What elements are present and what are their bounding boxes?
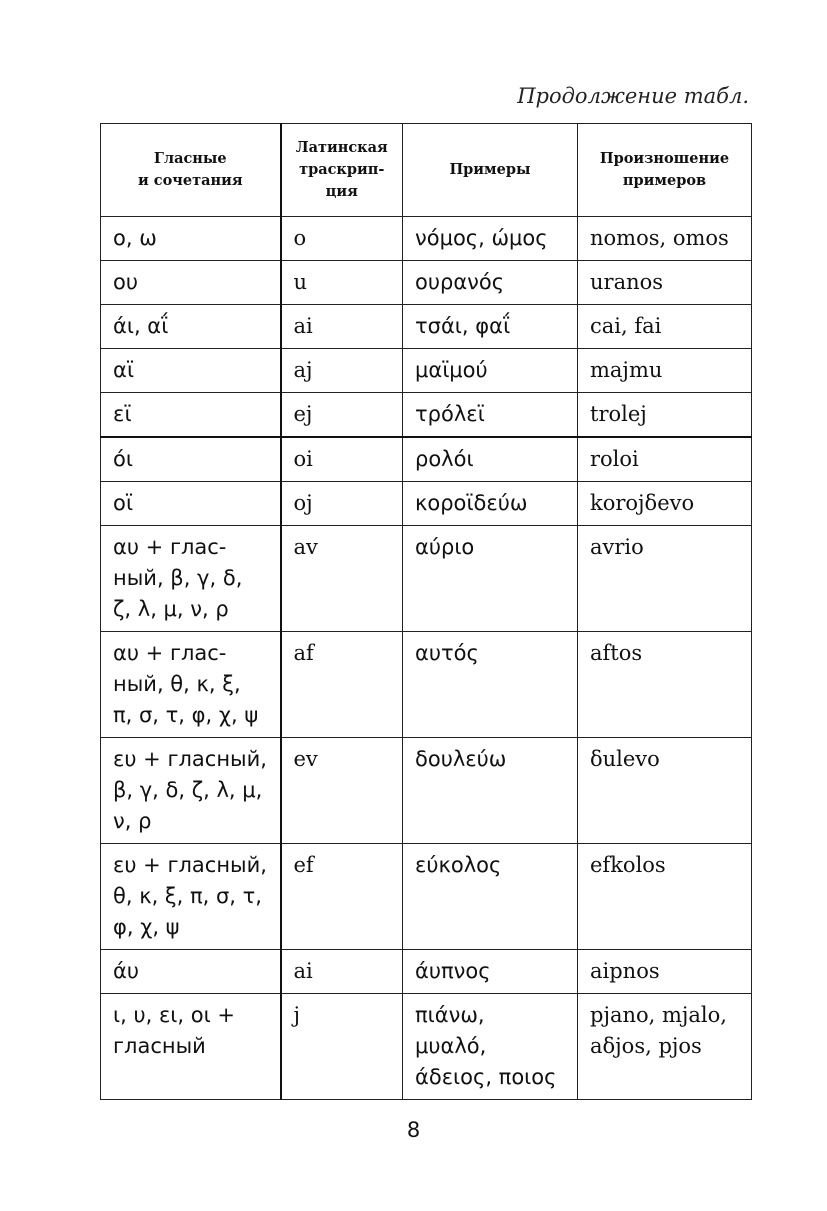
latin-cell: ai [281,950,403,994]
example-cell: εύκολος [403,844,578,950]
vowel-cell: ευ + гласный, β, γ, δ, ζ, λ, μ, ν, ρ [101,738,281,844]
vowel-cell: αυ + глас- ный, β, γ, δ, ζ, λ, μ, ν, ρ [101,526,281,632]
pronunciation-cell: nomos, omos [578,217,752,261]
latin-cell: oj [281,482,403,526]
example-cell: νόμος, ώμος [403,217,578,261]
example-cell: άυπνος [403,950,578,994]
table-header-row [101,124,752,217]
example-cell: αυτός [403,632,578,738]
latin-cell: af [281,632,403,738]
vowel-cell: άυ [101,950,281,994]
vowel-cell: ι, υ, ει, οι + гласный [101,994,281,1100]
latin-cell: ej [281,393,403,438]
example-cell: αύριο [403,526,578,632]
vowel-cell: ευ + гласный, θ, κ, ξ, π, σ, τ, φ, χ, ψ [101,844,281,950]
example-cell: ρολόι [403,437,578,482]
table-row [101,305,752,349]
pronunciation-cell: efkolos [578,844,752,950]
latin-cell: aj [281,349,403,393]
pronunciation-cell: aftos [578,632,752,738]
latin-cell: ai [281,305,403,349]
pronunciation-cell: roloi [578,437,752,482]
pronunciation-cell: avrio [578,526,752,632]
page-number: 8 [406,1118,421,1142]
latin-cell: oi [281,437,403,482]
pronunciation-cell: δulevo [578,738,752,844]
table-row [101,738,752,844]
pronunciation-cell: trolej [578,393,752,438]
table-row [101,526,752,632]
pronunciation-cell: aipnos [578,950,752,994]
vowel-cell: εϊ [101,393,281,438]
table-row [101,844,752,950]
pronunciation-cell: cai, fai [578,305,752,349]
header-examples: Примеры [403,124,578,217]
header-pronunciation: Произношение примеров [578,124,752,217]
table-row [101,950,752,994]
example-cell: τρόλεϊ [403,393,578,438]
table-body [101,217,752,1100]
table-row [101,349,752,393]
table-row [101,632,752,738]
example-cell: μαϊμού [403,349,578,393]
table-row [101,393,752,438]
example-cell: δουλεύω [403,738,578,844]
pronunciation-cell: uranos [578,261,752,305]
pronunciation-cell: majmu [578,349,752,393]
vowel-cell: άι, αΐ [101,305,281,349]
pronunciation-cell: pjano, mjalo, aδjos, pjos [578,994,752,1100]
vowel-cell: όι [101,437,281,482]
table-row [101,217,752,261]
table-row [101,994,752,1100]
header-vowels: Гласные и сочетания [101,124,281,217]
vowel-cell: αυ + глас- ный, θ, κ, ξ, π, σ, τ, φ, χ, ψ [101,632,281,738]
table-row [101,261,752,305]
latin-cell: ef [281,844,403,950]
latin-cell: ev [281,738,403,844]
table-row [101,437,752,482]
example-cell: κοροϊδεύω [403,482,578,526]
latin-cell: o [281,217,403,261]
header-latin-transcription: Латинская траскрип- ция [281,124,403,217]
table-row [101,482,752,526]
latin-cell: av [281,526,403,632]
latin-cell: u [281,261,403,305]
example-cell: τσάι, φαΐ [403,305,578,349]
vowel-cell: ου [101,261,281,305]
vowel-transcription-table [100,123,752,1100]
table-continuation-caption: Продолжение табл. [517,84,749,108]
vowel-cell: ο, ω [101,217,281,261]
example-cell: πιάνω, μυαλό, άδειος, ποιος [403,994,578,1100]
vowel-cell: αϊ [101,349,281,393]
pronunciation-cell: korojδevo [578,482,752,526]
vowel-cell: οϊ [101,482,281,526]
latin-cell: j [281,994,403,1100]
example-cell: ουρανός [403,261,578,305]
